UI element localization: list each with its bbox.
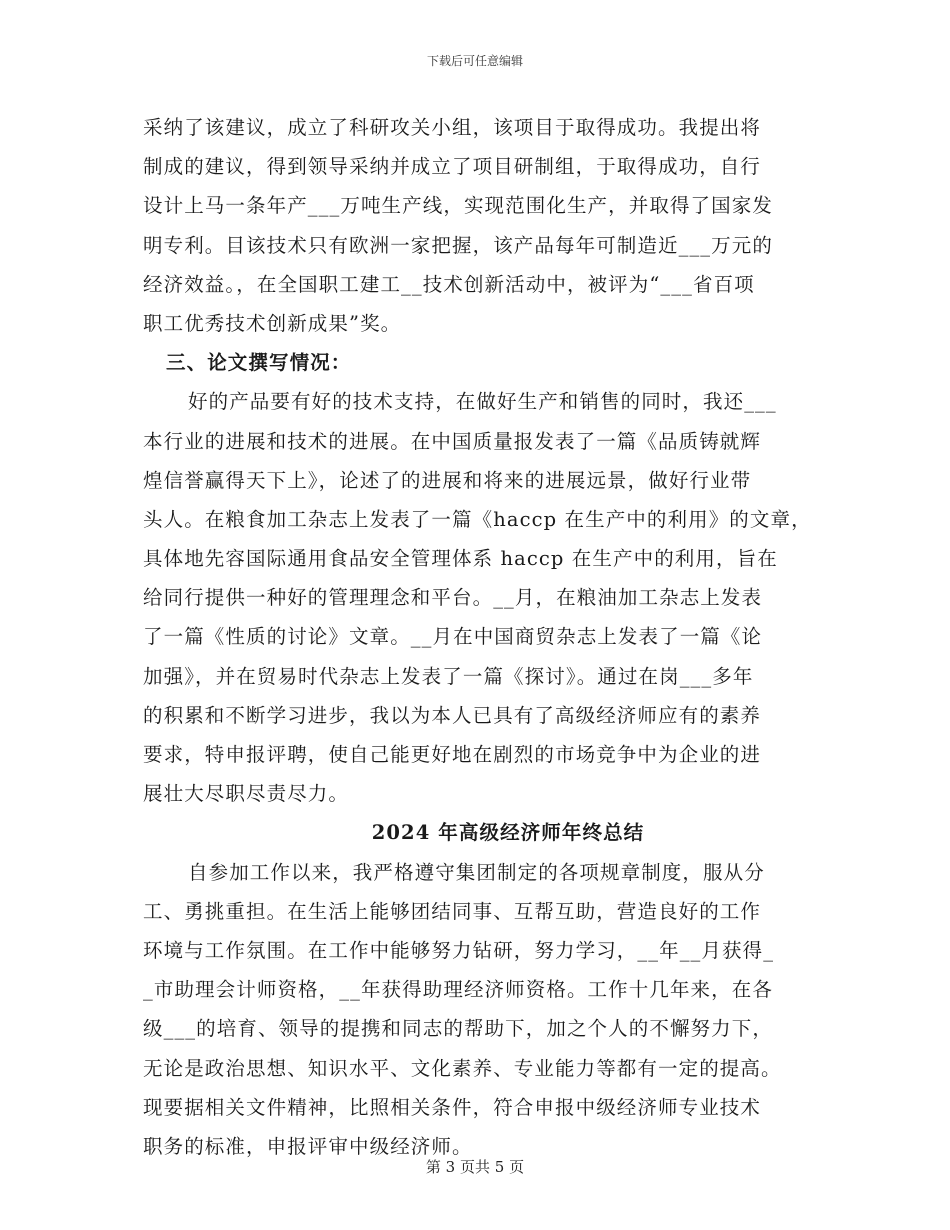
body-line: 要求，特申报评聘，使自己能更好地在剧烈的市场竞争中为企业的进 [143,743,762,766]
body-line: _市助理会计师资格，__年获得助理经济师资格。工作十几年来，在各 [143,978,773,1002]
body-line: 环境与工作氛围。在工作中能够努力钻研，努力学习，__年__月获得_ [143,938,775,962]
page-footer: 第 3 页共 5 页 [425,1158,525,1176]
body-line: 级___的培育、领导的提携和同志的帮助下，加之个人的不懈努力下， [143,1017,773,1041]
body-line: 了一篇《性质的讨论》文章。__月在中国商贸杂志上发表了一篇《论 [143,625,763,649]
body-line: 给同行提供一种好的管理理念和平台。__月，在粮油加工杂志上发表 [143,586,763,610]
body-line: 加强》，并在贸易时代杂志上发表了一篇《探讨》。通过在岗___多年 [143,664,754,688]
body-line: 设计上马一条年产___万吨生产线，实现范围化生产，并取得了国家发 [143,194,773,218]
body-line: 职务的标准，申报评审中级经济师。 [143,1134,473,1158]
body-line: 明专利。目该技术只有欧洲一家把握，该产品每年可制造近___万元的 [143,233,773,257]
body-line: 制成的建议，得到领导采纳并成立了项目研制组，于取得成功，自行 [143,155,762,179]
paragraph-first-line: 自参加工作以来，我严格遵守集团制定的各项规章制度，服从分 [188,860,765,884]
body-line: 展壮大尽职尽责尽力。 [143,782,350,806]
section-heading: 三、论文撰写情况： [166,351,352,375]
body-line: 本行业的进展和技术的进展。在中国质量报发表了一篇《品质铸就辉 [143,429,762,453]
page-header: 下载后可任意编辑 [426,54,523,68]
body-line: 的积累和不断学习进步，我以为本人已具有了高级经济师应有的素养 [143,703,762,727]
document-body [143,108,833,1166]
body-line: 具体地先容国际通用食品安全管理体系 haccp 在生产中的利用，旨在 [143,547,778,571]
document-title: 2024 年高级经济师年终总结 [371,821,645,845]
body-line: 职工优秀技术创新成果”奖。 [143,311,402,335]
body-line: 工、勇挑重担。在生活上能够团结同事、互帮互助，营造良好的工作 [143,899,762,923]
body-line: 采纳了该建议，成立了科研攻关小组，该项目于取得成功。我提出将 [143,116,762,139]
body-line: 现要据相关文件精神，比照相关条件，符合申报中级经济师专业技术 [143,1095,762,1119]
body-line: 头人。在粮食加工杂志上发表了一篇《haccp 在生产中的利用》的文章， [143,507,812,531]
paragraph-first-line: 好的产品要有好的技术支持，在做好生产和销售的同时，我还___ [188,390,777,414]
body-line: 无论是政治思想、知识水平、文化素养、专业能力等都有一定的提高。 [143,1056,782,1080]
body-line: 煌信誉赢得天下上》，论述了的进展和将来的进展远景，做好行业带 [143,468,752,492]
body-line: 经济效益。，在全国职工建工__技术创新活动中，被评为“___省百项 [143,272,755,296]
